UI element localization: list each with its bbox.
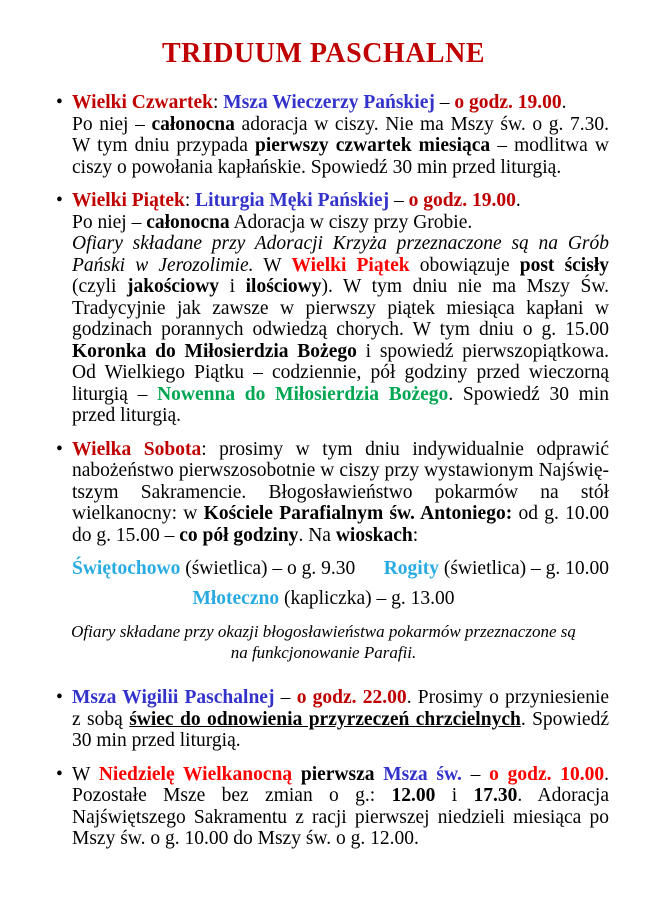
text-span: na funkcjonowanie Parafii.: [230, 643, 417, 662]
text-span: pierwszy czwartek miesiąca: [255, 135, 491, 156]
text-span: . Prosimy o przyniesienie z sobą: [72, 687, 610, 730]
text-span: .: [561, 92, 567, 113]
text-span: :: [412, 524, 419, 546]
text-span: świec do odnowienia przyrzeczeń chrzcielnych: [129, 708, 521, 730]
text-span: [375, 764, 384, 785]
text-span: wioskach: [335, 524, 413, 546]
text-span: całonocna: [151, 113, 235, 135]
text-span: 12.00: [391, 785, 436, 806]
paragraph-body: [72, 687, 609, 752]
bullet-icon: •: [56, 92, 63, 113]
text-span: . Adoracja Najświętszego Sakramentu z racji pierwszej niedzieli miesiąca po Mszy św. o g. 10.00 do Mszy św. o g. 12.00.: [72, 785, 609, 849]
bullet-list-top: [56, 92, 610, 546]
village-mloteczno: [0, 588, 647, 610]
text-span: o godz. 22.00: [296, 687, 407, 708]
bullet-wielka-sobota: [56, 438, 609, 547]
text-span: 17.30: [473, 785, 518, 806]
text-span: Liturgia Męki Pańskiej: [195, 190, 390, 211]
text-span: o godz. 19.00: [408, 190, 516, 211]
paragraph-body: [72, 233, 609, 427]
bullet-list-bottom: [56, 687, 610, 850]
village-rogity: [384, 558, 609, 580]
text-span: Wielka Sobota: [72, 438, 202, 460]
village-swietochowo: [72, 558, 355, 580]
text-span: i spowiedź pierwszopiątkowa. Od Wielkiego Piątku – codziennie, pół godziny przed wieczorną liturgią –: [72, 340, 610, 405]
text-span: –: [274, 687, 297, 708]
text-span: Wielki Czwartek: [72, 92, 213, 113]
text-span: post ścisły: [519, 254, 609, 276]
donation-note: [72, 621, 609, 663]
text-span: adoracja w ciszy. Nie ma Mszy św. o g. 7.30. W tym dniu przypada: [72, 113, 609, 156]
text-span: Msza św.: [383, 763, 462, 785]
text-span: –: [389, 190, 409, 211]
text-span: i: [435, 785, 474, 806]
text-span: . Na: [298, 524, 336, 546]
text-span: Msza Wieczerzy Pańskiej: [223, 92, 435, 113]
text-span: . Spowiedź 30 min przed liturgią.: [72, 708, 609, 751]
bullet-icon: •: [56, 687, 63, 708]
villages-row: [72, 558, 609, 580]
text-span: Ofiary składane przy Adoracji Krzyża przeznaczone są na Grób Pański w Jerozolimie.: [72, 233, 609, 276]
paragraph-body: [72, 114, 609, 179]
page-title: TRIDUUM PASCHALNE: [162, 38, 485, 69]
text-span: od g. 10.00 do g. 15.00 –: [72, 503, 609, 546]
text-span: Msza Wigilii Paschalnej: [72, 687, 275, 708]
bullet-icon: •: [56, 438, 63, 460]
text-span: .: [515, 190, 521, 211]
text-span: Adoracja w ciszy przy Grobie.: [229, 211, 473, 233]
text-span: Rogity: [383, 558, 439, 579]
text-span: (świetlica) – g. 10.00: [438, 558, 609, 579]
text-span: :: [184, 190, 196, 211]
text-span: Niedzielę Wielkanocną: [98, 763, 293, 785]
bullet-icon: •: [56, 763, 63, 785]
text-span: o godz. 19.00: [454, 92, 562, 113]
paragraph-subline: [72, 212, 609, 234]
text-span: . Spowiedź 30 min przed liturgią.: [72, 383, 609, 426]
text-span: i: [219, 276, 246, 297]
bullet-wielki-piatek: [56, 190, 610, 427]
paragraph-heading: [72, 190, 609, 212]
text-span: Wielki Piątek: [72, 190, 185, 211]
text-span: –: [434, 92, 455, 113]
paragraph-body: [72, 439, 609, 547]
text-span: Młoteczno: [192, 587, 280, 609]
text-span: Po niej –: [72, 211, 147, 233]
text-span: Nowenna do Miłosierdzia Bożego: [157, 383, 449, 405]
text-span: (kapliczka) – g. 13.00: [279, 587, 455, 609]
bullet-niedziela-wielkanocna: [56, 763, 609, 850]
text-span: Kościele Parafialnym św. Antoniego:: [203, 503, 513, 524]
paragraph-body: [72, 764, 609, 850]
donation-note-line: [0, 642, 647, 663]
text-span: całonocna: [146, 211, 230, 233]
donation-note-line: [0, 621, 647, 642]
text-span: (czyli: [72, 276, 127, 297]
text-span: ilościowy: [245, 276, 322, 297]
text-span: . Pozostałe Msze bez zmian o g.:: [72, 763, 609, 806]
bullet-wielki-czwartek: [56, 92, 610, 178]
text-span: Wielki Piątek: [291, 254, 410, 276]
text-span: Świętochowo: [72, 558, 181, 579]
text-span: co pół godziny: [179, 524, 299, 546]
text-span: W: [253, 254, 292, 276]
text-span: –: [461, 763, 490, 785]
text-span: (świetlica) – o g. 9.30: [180, 558, 356, 579]
text-span: W: [72, 763, 99, 785]
bullet-msza-wigilii: [56, 687, 610, 752]
paragraph-heading: [72, 92, 609, 114]
text-span: [292, 764, 301, 785]
text-span: Koronka do Miłosierdzia Bożego: [72, 340, 357, 362]
bullet-icon: •: [56, 190, 63, 211]
text-span: : prosimy w tym dniu indywidualnie odprawić nabożeństwo pierwszosobotnie w ciszy przy wystawionym Najświę-tszym Sakramencie. Błogosławieństwo pokarmów na stół wielkanocny: w: [72, 438, 609, 524]
text-span: obowiązuje: [409, 254, 520, 276]
text-span: jakościowy: [126, 276, 220, 297]
text-span: – modlitwa w ciszy o powołania kapłańskie. Spowiedź 30 min przed liturgią.: [72, 135, 610, 178]
text-span: Ofiary składane przy okazji błogosławieństwa pokarmów przeznaczone są: [71, 622, 576, 641]
text-span: pierwsza: [300, 763, 375, 785]
text-span: o godz. 10.00: [489, 763, 605, 785]
text-span: ). W tym dniu nie ma Mszy Św. Tradycyjnie jak zawsze w pierwszy piątek miesiąca kapłani w godzinach porannych odwiedzą chorych. W tym dniu o g. 15.00: [72, 276, 610, 340]
text-span: :: [213, 92, 224, 113]
text-span: Po niej –: [72, 113, 152, 135]
